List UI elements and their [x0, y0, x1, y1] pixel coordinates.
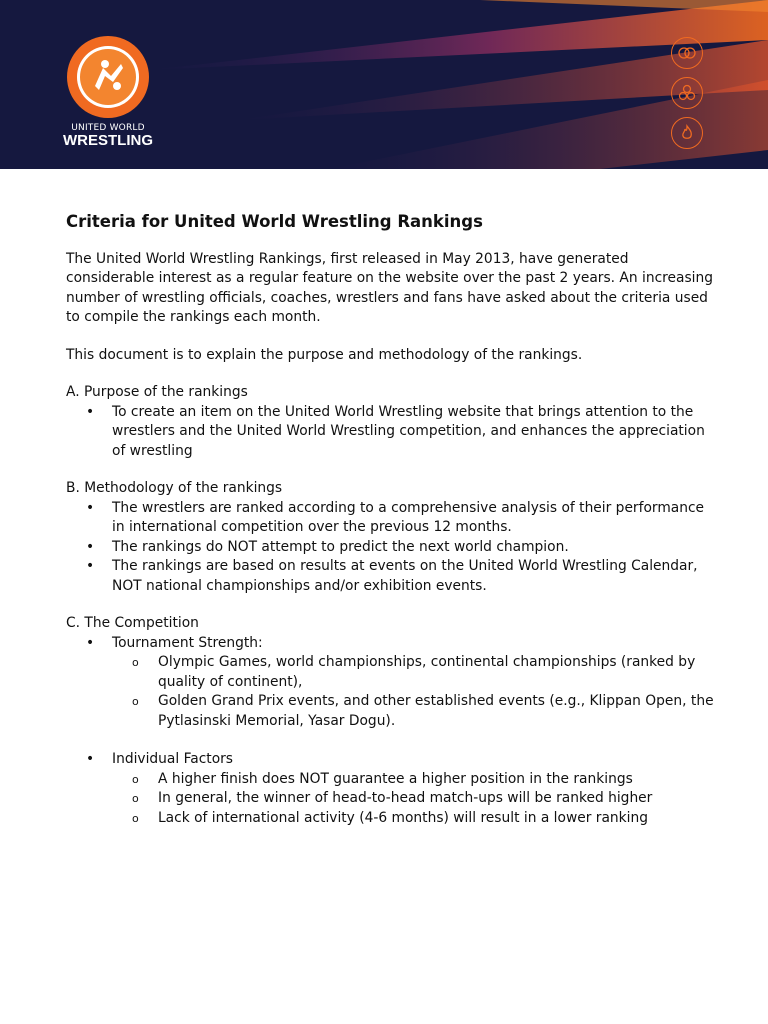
- purpose-statement: This document is to explain the purpose and methodology of the rankings.: [66, 346, 583, 363]
- flame-icon: [671, 117, 703, 149]
- strength-item: o Golden Grand Prix events, and other established events (e.g., Klippan Open, the Pytlasinski Memorial, Yasar Dogu).: [112, 692, 716, 731]
- section-b-item: • The rankings are based on results at events on the United World Wrestling Calendar, NOT national championships and/or exhibition events.: [66, 557, 716, 596]
- triangle-knot-icon: [671, 77, 703, 109]
- strength-item: o Olympic Games, world championships, continental championships (ranked by quality of continent),: [112, 653, 716, 692]
- factor-item: o In general, the winner of head-to-head match-ups will be ranked higher: [112, 789, 716, 809]
- factor-item: o A higher finish does NOT guarantee a higher position in the rankings: [112, 770, 716, 790]
- section-c-heading: C. The Competition: [66, 615, 199, 631]
- section-b-item: • The wrestlers are ranked according to a comprehensive analysis of their performance in international competition over the previous 12 months.: [66, 499, 716, 538]
- tournament-strength: [66, 634, 716, 751]
- uww-logo: [62, 36, 154, 148]
- rings-icon: [671, 37, 703, 69]
- factor-item: o Lack of international activity (4-6 months) will result in a lower ranking: [112, 809, 716, 829]
- logo-line1: UNITED WORLD: [71, 123, 145, 133]
- section-c: [66, 614, 716, 828]
- section-a-item: • To create an item on the United World Wrestling website that brings attention to the wrestlers and the United World Wrestling competition, and enhances the appreciation of wrestling: [66, 403, 716, 462]
- tournament-strength-label: Tournament Strength:: [112, 634, 263, 651]
- section-b: [66, 479, 716, 596]
- section-a: [66, 383, 716, 461]
- section-b-item: • The rankings do NOT attempt to predict the next world champion.: [66, 538, 716, 558]
- logo-line2: WRESTLING: [63, 132, 153, 149]
- logo-emblem-icon: [67, 36, 149, 118]
- header-banner: [0, 0, 768, 169]
- individual-factors: [66, 750, 716, 828]
- individual-factors-label: Individual Factors: [112, 751, 233, 767]
- document-title: Criteria for United World Wrestling Rankings: [66, 212, 483, 231]
- section-a-heading: A. Purpose of the rankings: [66, 384, 248, 400]
- intro-paragraph: The United World Wrestling Rankings, first released in May 2013, have generated considerable interest as a regular feature on the website over the past 2 years. An increasing number of wrestling officials, coaches, wrestlers and fans have asked about the criteria used to compile the rankings each month.: [66, 250, 713, 325]
- document-body: [66, 212, 716, 846]
- section-b-heading: B. Methodology of the rankings: [66, 480, 283, 496]
